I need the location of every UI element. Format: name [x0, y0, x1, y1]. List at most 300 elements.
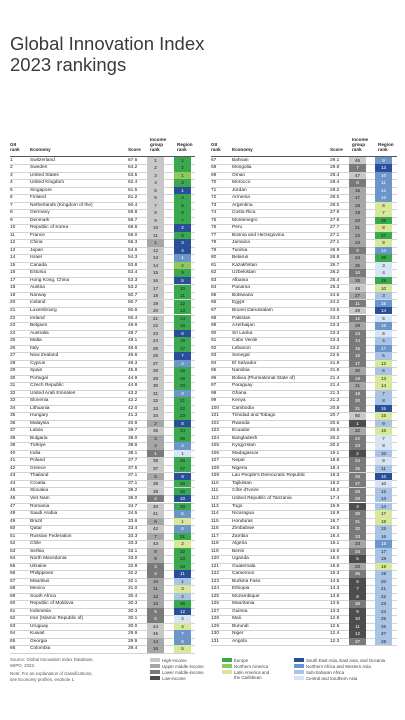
cell-economy: Malta	[30, 338, 42, 344]
header-score: Score	[128, 147, 141, 153]
table-row	[0, 442, 405, 450]
cell-score: 39.7	[128, 428, 138, 434]
cell-economy: Georgia	[30, 638, 48, 644]
cell-region-rank: 6	[375, 202, 392, 209]
cell-gii-rank: 5	[10, 187, 13, 193]
legend-seao: South East Asia, East Asia, and Oceania	[306, 657, 386, 663]
cell-economy: Rwanda	[232, 420, 250, 426]
cell-score: 53.3	[128, 277, 138, 283]
cell-income-group-rank: 14	[147, 262, 164, 269]
cell-score: 23.3	[330, 338, 340, 344]
cell-region-rank: 12	[375, 360, 392, 367]
cell-region-rank: 17	[174, 345, 191, 352]
cell-score: 34.7	[128, 503, 138, 509]
cell-score: 49.1	[128, 338, 138, 344]
cell-score: 18.8	[330, 458, 340, 464]
cell-income-group-rank: 15	[147, 269, 164, 276]
cell-income-group-rank: 12	[147, 247, 164, 254]
cell-region-rank: 28	[375, 638, 392, 645]
cell-gii-rank: 108	[211, 465, 220, 471]
cell-score: 23.3	[330, 315, 340, 321]
table-row	[0, 382, 405, 390]
cell-gii-rank: 128	[211, 616, 220, 622]
cell-economy: Bolivia (Plurinational State of)	[232, 375, 295, 381]
legend-swatch-seao	[294, 658, 304, 661]
cell-income-group-rank: 29	[349, 495, 366, 502]
cell-economy: Türkiye	[30, 443, 46, 449]
table-row	[0, 217, 405, 225]
cell-region-rank: 17	[375, 510, 392, 517]
cell-region-rank: 16	[375, 322, 392, 329]
cell-region-rank: 13	[375, 495, 392, 502]
header-gii-rank-line2: rank	[10, 147, 20, 153]
cell-score: 16.0	[330, 556, 340, 562]
cell-score: 16.1	[330, 541, 340, 547]
cell-region-rank: 14	[375, 307, 392, 314]
cell-gii-rank: 119	[211, 548, 219, 554]
cell-score: 16.9	[330, 511, 340, 517]
cell-economy: Jamaica	[232, 240, 250, 246]
cell-region-rank: 9	[174, 473, 191, 480]
cell-income-group-rank: 17	[349, 360, 366, 367]
cell-income-group-rank: 5	[349, 555, 366, 562]
cell-economy: Burundi	[232, 623, 249, 629]
cell-economy: Zambia	[232, 533, 248, 539]
table-row	[0, 578, 405, 586]
cell-region-rank: 1	[174, 172, 191, 179]
header-income-right-line2: group	[352, 142, 366, 147]
cell-gii-rank: 38	[10, 435, 16, 441]
cell-gii-rank: 86	[211, 300, 217, 306]
cell-income-group-rank: 20	[349, 217, 366, 224]
table-row	[0, 503, 405, 511]
cell-region-rank: 11	[375, 465, 392, 472]
cell-score: 13.3	[330, 608, 340, 614]
table-row	[0, 375, 405, 383]
legend-swatch-high-income	[150, 658, 160, 661]
cell-economy: Norway	[30, 292, 47, 298]
cell-region-rank: 2	[174, 164, 191, 171]
cell-income-group-rank: 9	[349, 247, 366, 254]
cell-region-rank: 8	[375, 397, 392, 404]
cell-economy: Algeria	[232, 541, 247, 547]
cell-income-group-rank: 29	[147, 375, 164, 382]
cell-economy: Finland	[30, 195, 46, 201]
cell-income-group-rank: 11	[349, 300, 366, 307]
cell-score: 27.1	[330, 240, 340, 246]
cell-region-rank: 32	[174, 548, 191, 555]
table-row	[0, 518, 405, 526]
cell-score: 30.3	[128, 608, 138, 614]
cell-score: 21.8	[330, 368, 340, 374]
cell-region-rank: 7	[174, 352, 191, 359]
cell-gii-rank: 88	[211, 315, 217, 321]
cell-region-rank: 3	[174, 585, 191, 592]
cell-gii-rank: 102	[211, 420, 220, 426]
cell-gii-rank: 4	[10, 180, 13, 186]
cell-score: 36.2	[128, 488, 138, 494]
table-row	[0, 638, 405, 646]
cell-economy: Hungary	[30, 413, 49, 419]
table-row	[0, 608, 405, 616]
cell-economy: Cabo Verde	[232, 338, 258, 344]
cell-region-rank: 3	[174, 179, 191, 186]
cell-income-group-rank: 21	[349, 405, 366, 412]
cell-economy: Lithuania	[30, 405, 50, 411]
cell-gii-rank: 30	[10, 375, 16, 381]
cell-income-group-rank: 30	[349, 510, 366, 517]
cell-income-group-rank: 1	[147, 239, 164, 246]
cell-gii-rank: 100	[211, 405, 220, 411]
cell-economy: Singapore	[30, 187, 52, 193]
cell-region-rank: 21	[174, 397, 191, 404]
cell-economy: United States	[30, 172, 59, 178]
cell-gii-rank: 21	[10, 308, 16, 313]
cell-economy: Panama	[232, 285, 250, 291]
cell-score: 54.6	[128, 247, 138, 253]
cell-score: 28.8	[330, 165, 340, 171]
cell-gii-rank: 105	[211, 443, 220, 449]
cell-region-rank: 2	[174, 540, 191, 547]
cell-score: 55.3	[128, 240, 138, 246]
cell-gii-rank: 64	[10, 631, 16, 637]
table-row	[0, 593, 405, 601]
page-title	[10, 33, 370, 75]
cell-region-rank: 26	[174, 457, 191, 464]
cell-score: 50.7	[128, 292, 138, 298]
cell-gii-rank: 98	[211, 390, 217, 396]
cell-region-rank: 5	[375, 315, 392, 322]
cell-economy: Argentina	[232, 202, 253, 208]
cell-region-rank: 19	[375, 570, 392, 577]
cell-gii-rank: 110	[211, 480, 219, 486]
cell-economy: Oman	[232, 172, 246, 178]
cell-income-group-rank: 20	[349, 397, 366, 404]
cell-score: 45.9	[128, 368, 138, 374]
cell-gii-rank: 90	[211, 330, 217, 336]
cell-region-rank: 5	[174, 202, 191, 209]
cell-gii-rank: 45	[10, 488, 16, 494]
cell-income-group-rank: 15	[147, 645, 164, 652]
cell-economy: Bulgaria	[30, 435, 48, 441]
cell-region-rank: 19	[375, 563, 392, 570]
table-row	[0, 623, 405, 631]
cell-economy: Ireland	[30, 315, 45, 321]
cell-score: 20.8	[330, 405, 340, 411]
cell-region-rank: 8	[174, 232, 191, 239]
header-region-right-line2: rank	[378, 147, 388, 153]
cell-region-rank: 8	[375, 442, 392, 449]
cell-region-rank: 20	[375, 578, 392, 585]
cell-gii-rank: 120	[211, 556, 220, 562]
cell-economy: Iran (Islamic Republic of)	[30, 616, 84, 622]
cell-gii-rank: 96	[211, 375, 217, 381]
cell-income-group-rank: 8	[147, 209, 164, 216]
cell-income-group-rank: 27	[349, 480, 366, 487]
cell-income-group-rank: 7	[147, 202, 164, 209]
cell-economy: Armenia	[232, 195, 250, 201]
cell-economy: Iceland	[30, 300, 46, 306]
table-row	[0, 585, 405, 593]
cell-score: 22.5	[330, 353, 340, 359]
cell-income-group-rank: 24	[349, 457, 366, 464]
cell-score: 54.3	[128, 255, 138, 261]
cell-economy: Luxembourg	[30, 308, 57, 313]
header-gii-rank-right-line1: GII	[211, 142, 218, 147]
cell-gii-rank: 87	[211, 308, 217, 313]
cell-economy: Botswana	[232, 292, 254, 298]
cell-income-group-rank: 33	[147, 405, 164, 412]
cell-income-group-rank: 3	[147, 563, 164, 570]
cell-gii-rank: 85	[211, 292, 217, 298]
cell-region-rank: 6	[174, 209, 191, 216]
cell-score: 15.8	[330, 563, 340, 569]
cell-gii-rank: 54	[10, 556, 16, 562]
cell-economy: Albania	[232, 277, 249, 283]
cell-income-group-rank: 33	[349, 540, 366, 547]
table-row	[0, 299, 405, 307]
cell-score: 53.2	[128, 285, 138, 291]
cell-economy: Ethiopia	[232, 586, 250, 592]
legend-csa: Central and Southern Asia	[306, 675, 358, 681]
cell-score: 25.4	[330, 277, 340, 283]
cell-score: 39.0	[128, 435, 138, 441]
table-row	[0, 555, 405, 563]
cell-gii-rank: 101	[211, 413, 220, 419]
cell-region-rank: 20	[174, 382, 191, 389]
cell-income-group-rank: 33	[349, 533, 366, 540]
cell-gii-rank: 116	[211, 526, 219, 532]
cell-income-group-rank: 36	[349, 600, 366, 607]
header-economy-right: Economy	[232, 147, 253, 153]
cell-gii-rank: 106	[211, 450, 220, 456]
cell-income-group-rank: 11	[349, 623, 366, 630]
cell-income-group-rank: 49	[349, 307, 366, 314]
cell-gii-rank: 126	[211, 601, 220, 607]
cell-economy: Angola	[232, 638, 247, 644]
cell-income-group-rank: 13	[147, 600, 164, 607]
cell-score: 53.8	[128, 262, 138, 268]
cell-gii-rank: 115	[211, 518, 219, 524]
table-row	[0, 435, 405, 443]
cell-region-rank: 18	[375, 518, 392, 525]
cell-gii-rank: 107	[211, 458, 220, 464]
cell-score: 33.6	[128, 518, 138, 524]
cell-income-group-rank: 37	[147, 465, 164, 472]
cell-region-rank: 25	[174, 435, 191, 442]
cell-score: 44.8	[128, 383, 138, 389]
cell-gii-rank: 44	[10, 480, 16, 486]
cell-economy: Nepal	[232, 458, 245, 464]
cell-score: 30.4	[128, 593, 138, 599]
cell-economy: Tunisia	[232, 247, 248, 253]
cell-gii-rank: 24	[10, 330, 16, 336]
header-income-right-line3: rank	[352, 147, 362, 153]
cell-gii-rank: 104	[211, 435, 220, 441]
cell-economy: Portugal	[30, 375, 48, 381]
cell-gii-rank: 58	[10, 586, 16, 592]
cell-score: 19.1	[330, 450, 340, 456]
legend-swatch-lower-middle-income	[150, 670, 160, 673]
cell-gii-rank: 18	[10, 285, 16, 291]
cell-income-group-rank: 27	[147, 360, 164, 367]
cell-gii-rank: 2	[10, 165, 13, 171]
cell-score: 33.1	[128, 548, 138, 554]
cell-score: 12.9	[330, 616, 340, 622]
cell-region-rank: 1	[174, 518, 191, 525]
cell-economy: Brazil	[30, 518, 42, 524]
cell-income-group-rank: 16	[349, 352, 366, 359]
cell-gii-rank: 27	[10, 353, 16, 359]
header-income-group-rank	[150, 137, 166, 153]
legend-nawa: Northern Africa and Western Asia	[306, 663, 371, 669]
row-separator	[10, 653, 195, 654]
cell-economy: Belarus	[232, 255, 249, 261]
cell-region-rank: 15	[375, 300, 392, 307]
cell-score: 53.4	[128, 270, 138, 276]
cell-economy: Jordan	[232, 187, 247, 193]
cell-region-rank: 26	[375, 623, 392, 630]
cell-score: 38.1	[128, 450, 138, 456]
cell-gii-rank: 22	[10, 315, 16, 321]
cell-region-rank: 9	[375, 157, 392, 164]
cell-score: 32.2	[128, 571, 138, 577]
cell-gii-rank: 20	[10, 300, 16, 306]
legend-swatch-upper-middle-income	[150, 664, 160, 667]
cell-region-rank: 4	[174, 247, 191, 254]
table-row	[0, 224, 405, 232]
cell-region-rank: 1	[174, 450, 191, 457]
cell-region-rank: 18	[174, 367, 191, 374]
cell-gii-rank: 95	[211, 368, 217, 374]
cell-economy: France	[30, 232, 45, 238]
cell-region-rank: 12	[174, 608, 191, 615]
cell-gii-rank: 123	[211, 578, 220, 584]
cell-gii-rank: 3	[10, 172, 13, 178]
cell-score: 20.7	[330, 413, 340, 419]
cell-economy: Mauritania	[232, 601, 255, 607]
header-income-right-line1: Income	[352, 136, 369, 142]
table-row	[0, 239, 405, 247]
footer-notes	[10, 657, 145, 682]
cell-score: 58.8	[128, 210, 138, 216]
cell-score: 20.5	[330, 428, 340, 434]
cell-score: 50.7	[128, 300, 138, 306]
cell-region-rank: 24	[375, 608, 392, 615]
cell-gii-rank: 83	[211, 277, 217, 283]
cell-region-rank: 35	[174, 600, 191, 607]
cell-economy: Guinea	[232, 608, 248, 614]
cell-score: 21.2	[330, 398, 340, 404]
cell-gii-rank: 68	[211, 165, 217, 171]
cell-score: 12.5	[330, 623, 340, 629]
cell-income-group-rank: 47	[349, 172, 366, 179]
cell-income-group-rank: 28	[349, 488, 366, 495]
cell-score: 40.9	[128, 420, 138, 426]
cell-gii-rank: 129	[211, 623, 220, 629]
table-row	[0, 390, 405, 398]
header-income-line2: group	[150, 142, 164, 147]
cell-score: 37.1	[128, 480, 138, 486]
cell-gii-rank: 8	[10, 210, 13, 216]
cell-gii-rank: 99	[211, 398, 217, 404]
cell-score: 28.2	[330, 187, 340, 193]
cell-economy: Estonia	[30, 270, 46, 276]
cell-economy: Peru	[232, 225, 243, 231]
cell-score: 18.2	[330, 488, 340, 494]
cell-gii-rank: 14	[10, 255, 16, 261]
header-gii-rank-right-line2: rank	[211, 147, 221, 153]
cell-score: 61.2	[128, 195, 138, 201]
cell-economy: Russian Federation	[30, 533, 72, 539]
table-row	[0, 645, 405, 653]
cell-economy: United Kingdom	[30, 180, 65, 186]
cell-income-group-rank: 24	[147, 337, 164, 344]
cell-economy: Lebanon	[232, 345, 251, 351]
table-row	[0, 420, 405, 428]
cell-economy: Greece	[30, 465, 46, 471]
cell-income-group-rank: 21	[349, 224, 366, 231]
cell-score: 23.5	[330, 308, 340, 313]
cell-income-group-rank: 36	[147, 457, 164, 464]
table-row	[0, 307, 405, 315]
cell-gii-rank: 28	[10, 360, 16, 366]
cell-region-rank: 11	[174, 570, 191, 577]
header-gii-rank-line1: GII	[10, 142, 17, 147]
cell-score: 38.6	[128, 443, 138, 449]
cell-score: 23.3	[330, 323, 340, 329]
cell-income-group-rank: 6	[349, 578, 366, 585]
cell-gii-rank: 52	[10, 541, 16, 547]
cell-income-group-rank: 9	[147, 217, 164, 224]
cell-income-group-rank: 25	[349, 262, 366, 269]
cell-economy: Croatia	[30, 480, 46, 486]
cell-region-rank: 7	[375, 390, 392, 397]
cell-gii-rank: 15	[10, 262, 16, 268]
cell-economy: Burkina Faso	[232, 578, 261, 584]
cell-region-rank: 18	[375, 540, 392, 547]
cell-economy: Chile	[30, 541, 41, 547]
cell-economy: Republic of Korea	[30, 225, 69, 231]
cell-score: 30.3	[128, 601, 138, 607]
cell-score: 46.6	[128, 353, 138, 359]
cell-income-group-rank: 18	[349, 202, 366, 209]
cell-income-group-rank: 30	[349, 367, 366, 374]
cell-gii-rank: 23	[10, 323, 16, 329]
table-row	[0, 465, 405, 473]
cell-score: 50.4	[128, 315, 138, 321]
cell-economy: Japan	[30, 247, 44, 253]
cell-region-rank: 13	[174, 307, 191, 314]
cell-economy: Egypt	[232, 300, 245, 306]
table-row	[0, 397, 405, 405]
cell-region-rank: 39	[375, 277, 392, 284]
cell-economy: New Zealand	[30, 353, 59, 359]
legend-swatch-latin-america	[222, 670, 232, 673]
cell-gii-rank: 37	[10, 428, 16, 434]
cell-economy: Canada	[30, 262, 47, 268]
cell-gii-rank: 10	[10, 225, 16, 231]
cell-income-group-rank: 31	[349, 382, 366, 389]
legend-low-income: Low-income	[162, 675, 186, 681]
cell-score: 37.5	[128, 465, 138, 471]
cell-economy: Bahrain	[232, 157, 249, 163]
cell-income-group-rank: 7	[147, 533, 164, 540]
cell-income-group-rank: 41	[147, 510, 164, 517]
cell-income-group-rank: 34	[147, 412, 164, 419]
cell-economy: Switzerland	[30, 157, 55, 163]
cell-gii-rank: 17	[10, 277, 16, 283]
